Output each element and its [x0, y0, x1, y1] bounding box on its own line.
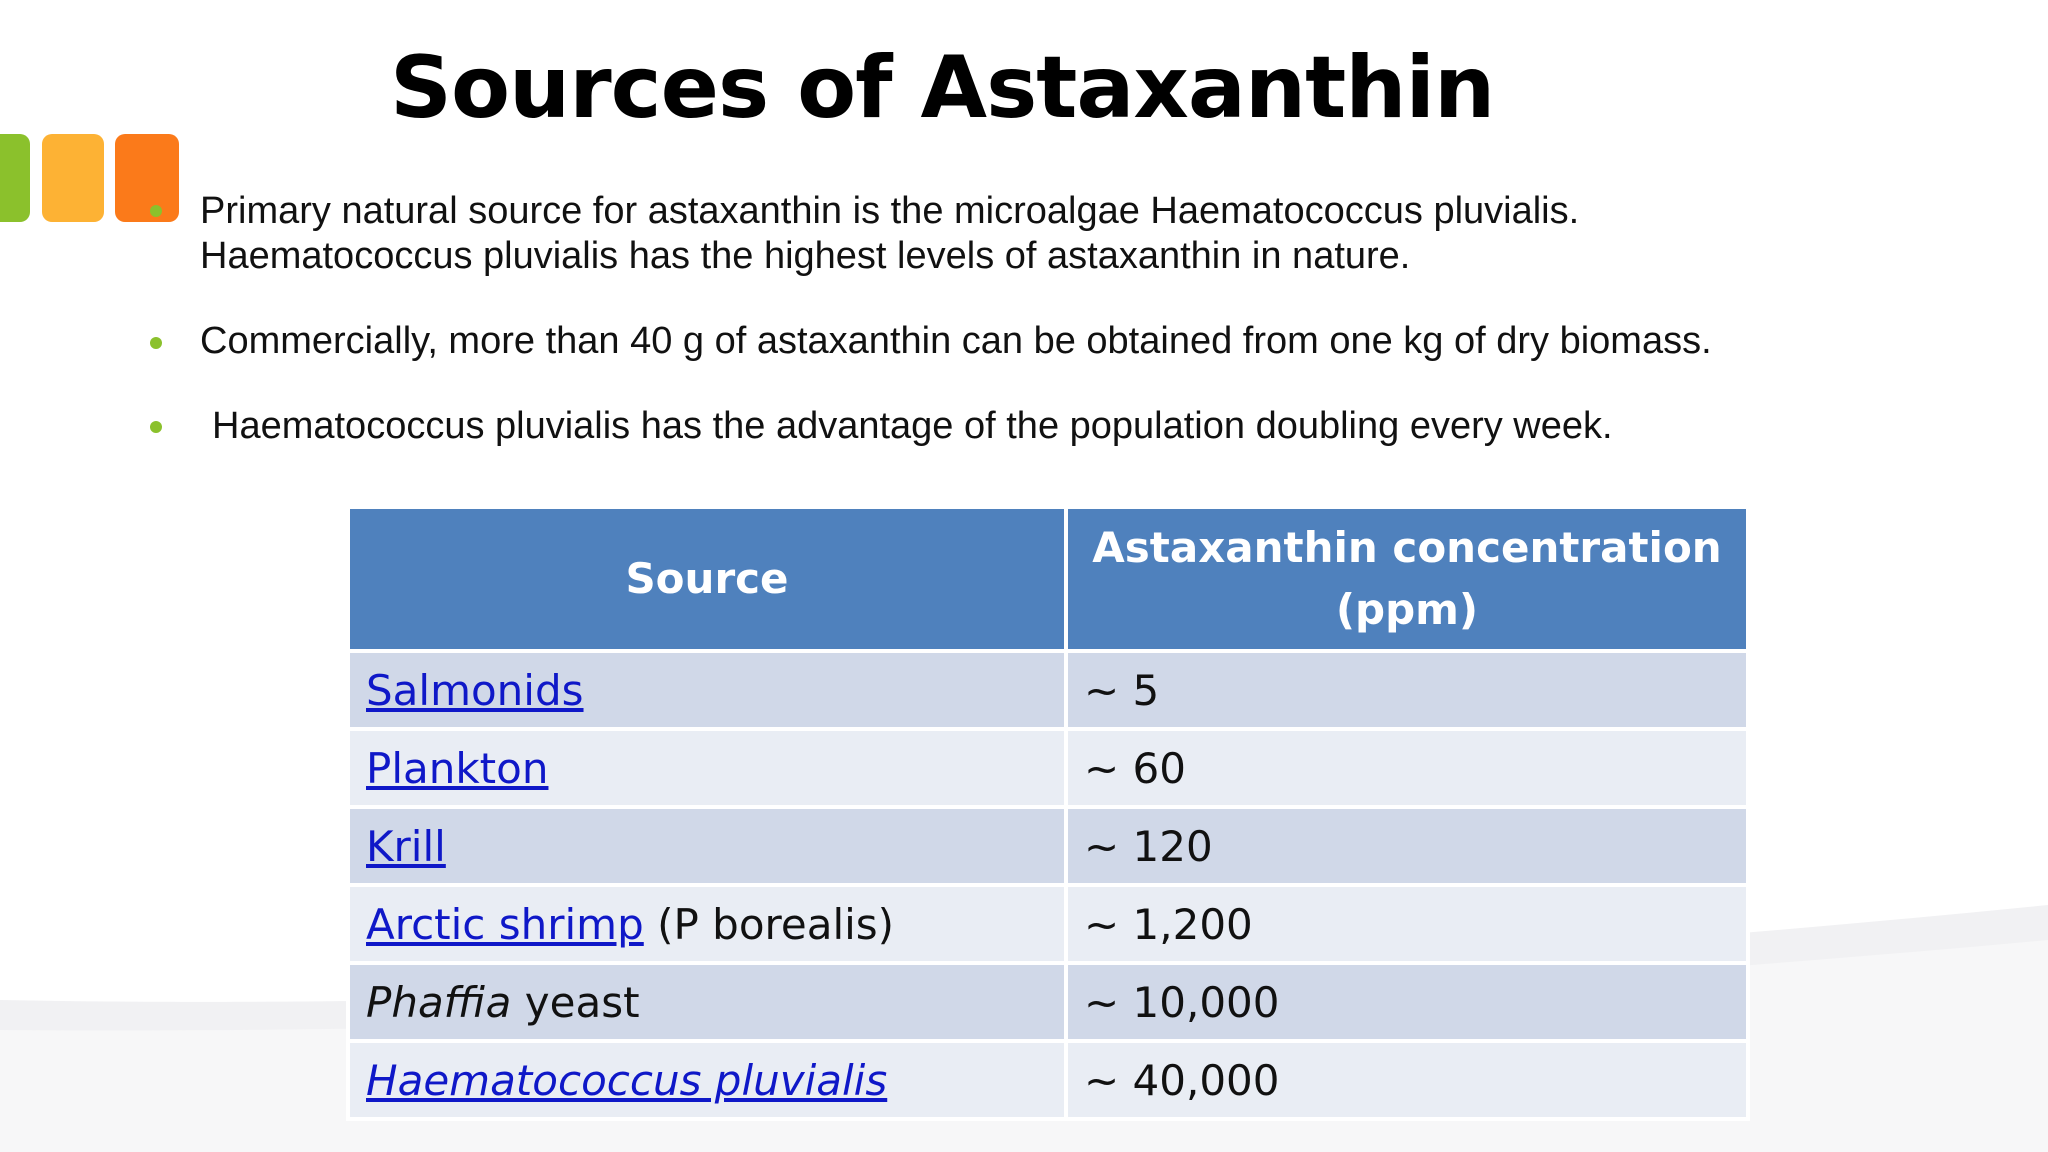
accent-tab-green — [0, 134, 30, 222]
source-detail: (P borealis) — [643, 899, 895, 949]
bullet-icon — [150, 337, 162, 349]
source-link[interactable]: Krill — [366, 821, 446, 871]
column-header-concentration-line1: Astaxanthin concentration — [1092, 523, 1722, 572]
bullet-text: Commercially, more than 40 g of astaxanthin can be obtained from one kg of dry biomass. — [200, 320, 1712, 362]
concentration-cell: ~ 60 — [1066, 729, 1748, 807]
concentration-cell: ~ 120 — [1066, 807, 1748, 885]
slide-title: Sources of Astaxanthin — [390, 38, 1495, 138]
source-cell — [348, 963, 1066, 1041]
column-header-concentration-line2: (ppm) — [1335, 585, 1479, 634]
source-cell — [348, 651, 1066, 729]
table-row — [348, 729, 1748, 807]
astaxanthin-sources-table — [346, 505, 1750, 1121]
column-header-concentration — [1066, 507, 1748, 651]
table-row — [348, 651, 1748, 729]
table-row — [348, 1041, 1748, 1119]
accent-tab-yellow — [42, 134, 104, 222]
concentration-cell: ~ 1,200 — [1066, 885, 1748, 963]
accent-tab-orange — [115, 134, 179, 222]
source-cell — [348, 729, 1066, 807]
source-detail: yeast — [511, 977, 640, 1027]
bullet-icon — [150, 421, 162, 433]
table-row — [348, 807, 1748, 885]
source-link[interactable]: Haematococcus pluvialis — [366, 1055, 888, 1105]
concentration-cell: ~ 10,000 — [1066, 963, 1748, 1041]
source-link[interactable]: Arctic shrimp — [366, 899, 644, 949]
table-header-row — [348, 507, 1748, 651]
bullet-text: Haematococcus pluvialis has the highest levels of astaxanthin in nature. — [200, 235, 1411, 277]
table-row — [348, 963, 1748, 1041]
source-link[interactable]: Plankton — [366, 743, 549, 793]
column-header-source: Source — [348, 507, 1066, 651]
bullet-icon — [150, 205, 162, 217]
table-row — [348, 885, 1748, 963]
source-cell — [348, 807, 1066, 885]
concentration-cell: ~ 5 — [1066, 651, 1748, 729]
source-cell — [348, 885, 1066, 963]
source-name: Phaffia — [366, 977, 512, 1027]
bullet-text: Haematococcus pluvialis has the advantage of the population doubling every week. — [212, 405, 1613, 447]
bullet-text: Primary natural source for astaxanthin is the microalgae Haematococcus pluvialis. — [200, 190, 1580, 232]
concentration-cell: ~ 40,000 — [1066, 1041, 1748, 1119]
source-link[interactable]: Salmonids — [366, 665, 584, 715]
source-cell — [348, 1041, 1066, 1119]
